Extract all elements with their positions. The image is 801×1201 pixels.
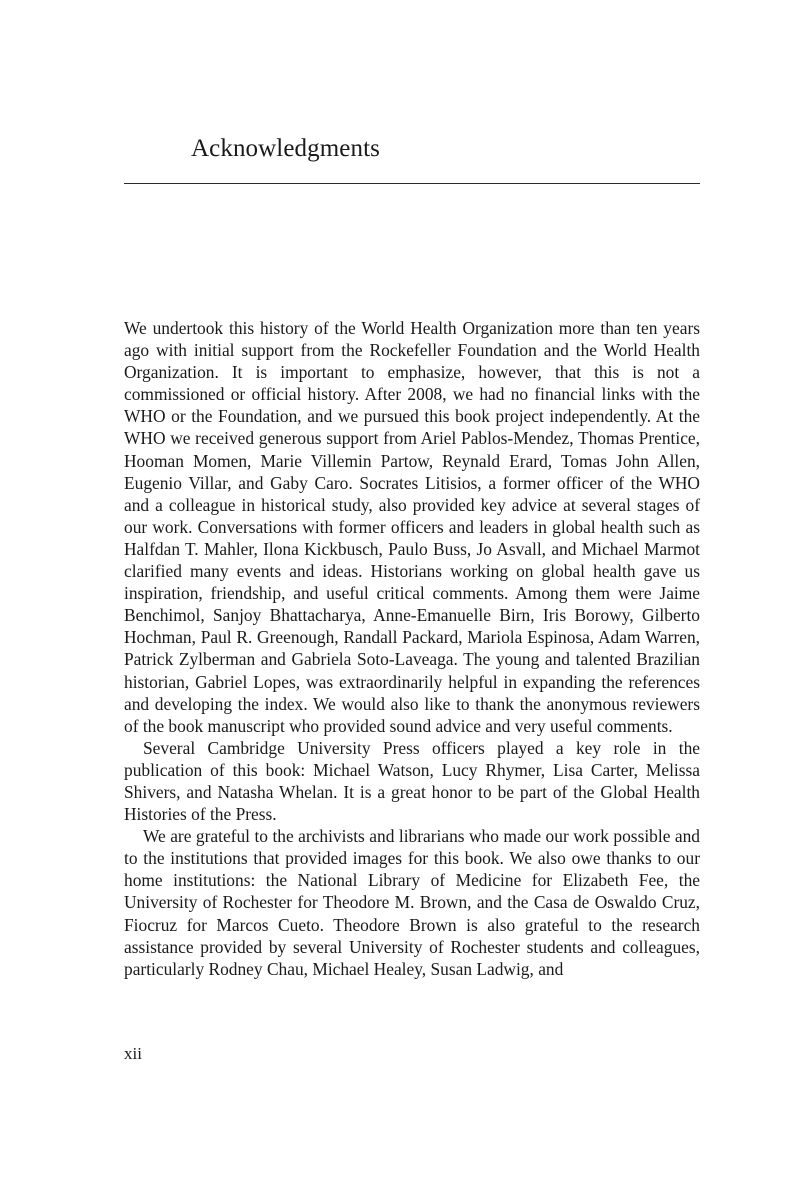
paragraph-3: We are grateful to the archivists and librarians who made our work possible and to the institutions that provided images for this book. We also owe thanks to our home institutions: the National Library of Medicine for Elizabeth Fee, the University of Rochester for Theodore M. Brown, and the Casa de Oswaldo Cruz, Fiocruz for Marcos Cueto. Theodore Brown is also grateful to the research assistance provided by several University of Rochester students and colleagues, particularly Rodney Chau, Michael Healey, Susan Ladwig, and <box>124 826 700 979</box>
body-text <box>124 317 700 980</box>
paragraph-1: We undertook this history of the World Health Organization more than ten years ago with initial support from the Rockefeller Foundation and the World Health Organization. It is important to emphasize, however, that this is not a commissioned or official history. After 2008, we had no financial links with the WHO or the Foundation, and we pursued this book project independently. At the WHO we received generous support from Ariel Pablos-Mendez, Thomas Prentice, Hooman Momen, Marie Villemin Partow, Reynald Erard, Tomas John Allen, Eugenio Villar, and Gaby Caro. Socrates Litisios, a former officer of the WHO and a colleague in historical study, also provided key advice at several stages of our work. Conversations with former officers and leaders in global health such as Halfdan T. Mahler, Ilona Kickbusch, Paulo Buss, Jo Asvall, and Michael Marmot clarified many events and ideas. Historians working on global health gave us inspiration, friendship, and useful critical comments. Among them were Jaime Benchimol, Sanjoy Bhattacharya, Anne-Emanuelle Birn, Iris Borowy, Gilberto Hochman, Paul R. Greenough, Randall Packard, Mariola Espinosa, Adam Warren, Patrick Zylberman and Gabriela Soto-Laveaga. The young and talented Brazilian historian, Gabriel Lopes, was extraordinarily helpful in expanding the references and developing the index. We would also like to thank the anonymous reviewers of the book manuscript who provided sound advice and very useful comments. <box>124 318 700 736</box>
page-number: xii <box>124 1044 142 1063</box>
paragraph-2: Several Cambridge University Press officers played a key role in the publication of this book: Michael Watson, Lucy Rhymer, Lisa Carter, Melissa Shivers, and Natasha Whelan. It is a great honor to be part of the Global Health Histories of the Press. <box>124 737 700 825</box>
title-divider <box>124 183 700 184</box>
page-title: Acknowledgments <box>191 135 380 162</box>
